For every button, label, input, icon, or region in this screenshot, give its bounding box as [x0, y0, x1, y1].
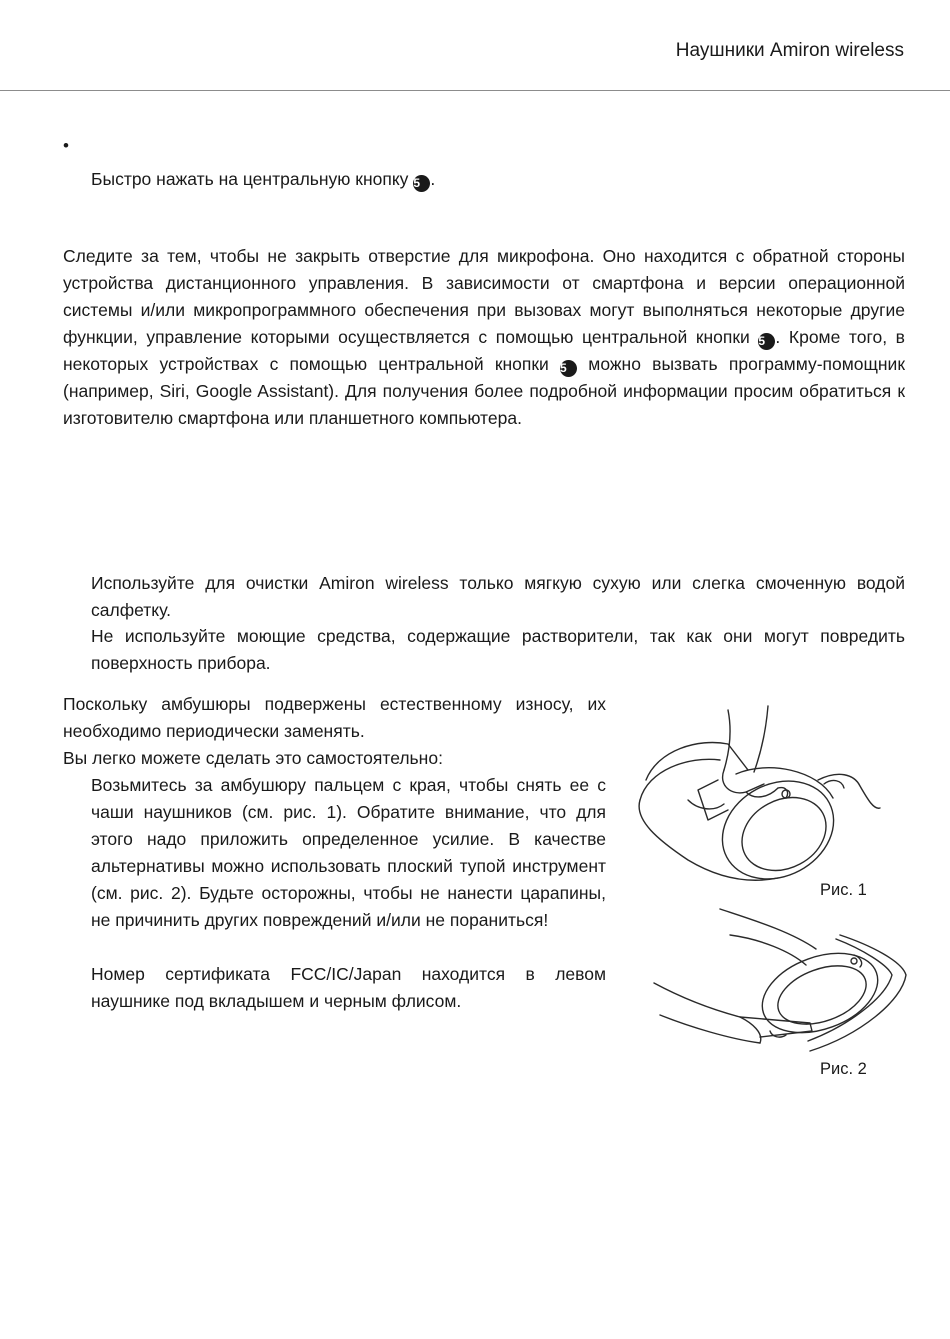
- call-step-label: Быстро нажать на центральную кнопку: [91, 169, 409, 189]
- call-step-end: .: [430, 169, 436, 189]
- mic-note-part3: можно вызвать программу-помощник (например, Siri, Google Assistant). Для получения более подробной информации просим обратиться к изготовителю смартфона или планшетного компьютера.: [63, 354, 905, 428]
- page-header-title: Наушники Amiron wireless: [675, 40, 904, 61]
- cleaning-item-2: Не используйте моющие средства, содержащие растворители, так как они могут повредить поверхность прибора.: [91, 626, 905, 673]
- call-step-text: [91, 166, 911, 193]
- button-5-icon: 5: [560, 360, 577, 377]
- mic-note-part2: . Кроме того, в некоторых устройствах с помощью центральной кнопки: [63, 327, 905, 374]
- header-divider: [0, 90, 950, 91]
- figure-2-illustration: [640, 905, 910, 1060]
- figure-2-caption: Рис. 2: [820, 1060, 867, 1078]
- button-5-icon: 5: [758, 333, 775, 350]
- mic-note-part1: Следите за тем, чтобы не закрыть отверстие для микрофона. Оно находится с обратной стороны устройства дистанционного управления. В зависимости от смартфона и версии операционной системы и/или микропрограммного обеспечения при вызовах могут выполняться некоторые другие функции, управление которыми осуществляется с помощью центральной кнопки: [63, 246, 905, 347]
- earpads-step-1-warning: Будьте осторожны, чтобы не нанести царапины, не причинить других повреждений и/или не пораниться!: [91, 883, 606, 930]
- button-5-icon: 5: [413, 175, 430, 192]
- microphone-note: [63, 243, 905, 432]
- earpads-intro: Поскольку амбушюры подвержены естественному износу, их необходимо периодически заменять.: [63, 694, 606, 741]
- figure-1-illustration: [628, 700, 888, 895]
- cleaning-item-1: Используйте для очистки Amiron wireless только мягкую сухую или слегка смоченную водой салфетку.: [91, 573, 905, 620]
- earpads-step-1: [91, 772, 606, 934]
- earpads-step-1-main: Возьмитесь за амбушюру пальцем с края, чтобы снять ее с чаши наушников (см. рис. 1). Обратите внимание, что для этого надо приложить определенное усилие. В качестве альтернативы можно использовать плоский тупой инструмент (см. рис. 2).: [91, 775, 606, 903]
- figure-1-caption: Рис. 1: [820, 881, 867, 899]
- earpads-step-2: Номер сертификата FCC/IC/Japan находится в левом наушнике под вкладышем и черным флисом.: [91, 964, 606, 1011]
- earpads-intro-2: Вы легко можете сделать это самостоятельно:: [63, 748, 443, 768]
- bullet: •: [63, 136, 69, 155]
